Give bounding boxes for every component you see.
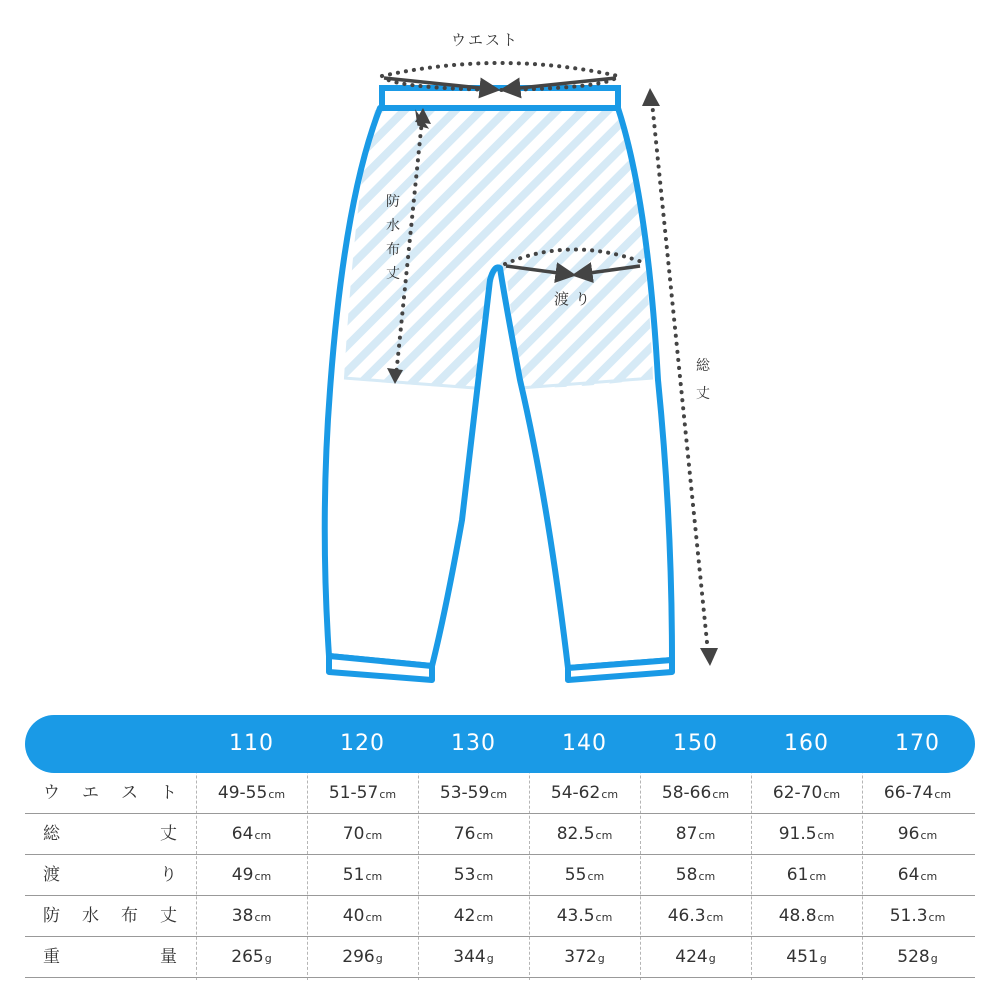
waist-label: ウエスト [451, 31, 520, 49]
size-header: 140 [562, 731, 607, 756]
unit: g [375, 952, 383, 965]
unit: cm [587, 870, 605, 883]
unit: cm [268, 788, 286, 801]
row-label: 総 丈 [43, 824, 177, 844]
table-cell: 54-62cm [550, 783, 619, 803]
table-cell: 82.5cm [556, 824, 613, 844]
unit: cm [365, 829, 383, 842]
table-row [25, 773, 975, 814]
unit: cm [379, 788, 397, 801]
size-header: 120 [340, 731, 385, 756]
table-cell: 51-57cm [328, 783, 397, 803]
unit: cm [365, 911, 383, 924]
unit: cm [490, 788, 508, 801]
table-cell: 40cm [342, 906, 383, 926]
table-cell: 372g [564, 947, 605, 967]
unit: cm [706, 911, 724, 924]
table-cell: 344g [453, 947, 494, 967]
size-header: 170 [895, 731, 940, 756]
table-row [25, 855, 975, 896]
table-cell: 51cm [342, 865, 383, 885]
unit: cm [698, 829, 716, 842]
unit: cm [920, 829, 938, 842]
table-cell: 48.8cm [778, 906, 835, 926]
table-cell: 53cm [453, 865, 494, 885]
table-cell: 87cm [675, 824, 716, 844]
unit: cm [934, 788, 952, 801]
total-length-label: 総 丈 [696, 358, 710, 402]
table-cell: 49-55cm [217, 783, 286, 803]
table-cell: 96cm [897, 824, 938, 844]
table-cell: 49cm [231, 865, 272, 885]
unit: cm [920, 870, 938, 883]
table-cell: 64cm [231, 824, 272, 844]
unit: cm [928, 911, 946, 924]
table-cell: 58cm [675, 865, 716, 885]
size-table [25, 715, 975, 978]
total-arrowhead-top [642, 88, 660, 106]
size-header-row [25, 715, 975, 773]
cuff-right [568, 660, 672, 680]
table-cell: 61cm [786, 865, 827, 885]
unit: cm [595, 829, 613, 842]
table-cell: 451g [786, 947, 827, 967]
unit: cm [823, 788, 841, 801]
size-header: 150 [673, 731, 718, 756]
table-cell: 528g [897, 947, 938, 967]
unit: cm [595, 911, 613, 924]
size-header: 160 [784, 731, 829, 756]
size-table-body [25, 773, 975, 978]
unit: cm [476, 911, 494, 924]
table-cell: 64cm [897, 865, 938, 885]
waterproof-length-label: 防 水 布 丈 [386, 194, 400, 282]
unit: cm [476, 829, 494, 842]
unit: cm [809, 870, 827, 883]
unit: cm [476, 870, 494, 883]
table-cell: 55cm [564, 865, 605, 885]
table-cell: 42cm [453, 906, 494, 926]
table-cell: 43.5cm [556, 906, 613, 926]
table-cell: 38cm [231, 906, 272, 926]
table-cell: 66-74cm [883, 783, 952, 803]
unit: g [486, 952, 494, 965]
unit: cm [698, 870, 716, 883]
unit: cm [817, 911, 835, 924]
table-row [25, 814, 975, 855]
unit: g [597, 952, 605, 965]
unit: cm [712, 788, 730, 801]
table-cell: 53-59cm [439, 783, 508, 803]
watari-label: 渡り [554, 290, 597, 308]
unit: cm [365, 870, 383, 883]
unit: cm [817, 829, 835, 842]
row-label: ウ エ ス ト [43, 783, 177, 803]
unit: g [819, 952, 827, 965]
row-label: 渡 り [43, 865, 177, 885]
unit: g [708, 952, 716, 965]
table-cell: 91.5cm [778, 824, 835, 844]
row-label: 防 水 布 丈 [43, 906, 177, 926]
unit: cm [254, 911, 272, 924]
size-header: 110 [229, 731, 274, 756]
table-row [25, 937, 975, 978]
table-cell: 70cm [342, 824, 383, 844]
table-cell: 62-70cm [772, 783, 841, 803]
unit: g [264, 952, 272, 965]
unit: cm [254, 870, 272, 883]
total-arrowhead-bottom [700, 648, 718, 666]
cuff-left [329, 656, 432, 680]
table-cell: 265g [231, 947, 272, 967]
table-cell: 296g [342, 947, 383, 967]
table-cell: 76cm [453, 824, 494, 844]
table-cell: 58-66cm [661, 783, 730, 803]
unit: g [930, 952, 938, 965]
table-cell: 46.3cm [667, 906, 724, 926]
table-row [25, 896, 975, 937]
table-cell: 51.3cm [889, 906, 946, 926]
size-header: 130 [451, 731, 496, 756]
row-label: 重 量 [43, 947, 177, 967]
unit: cm [254, 829, 272, 842]
unit: cm [601, 788, 619, 801]
table-cell: 424g [675, 947, 716, 967]
